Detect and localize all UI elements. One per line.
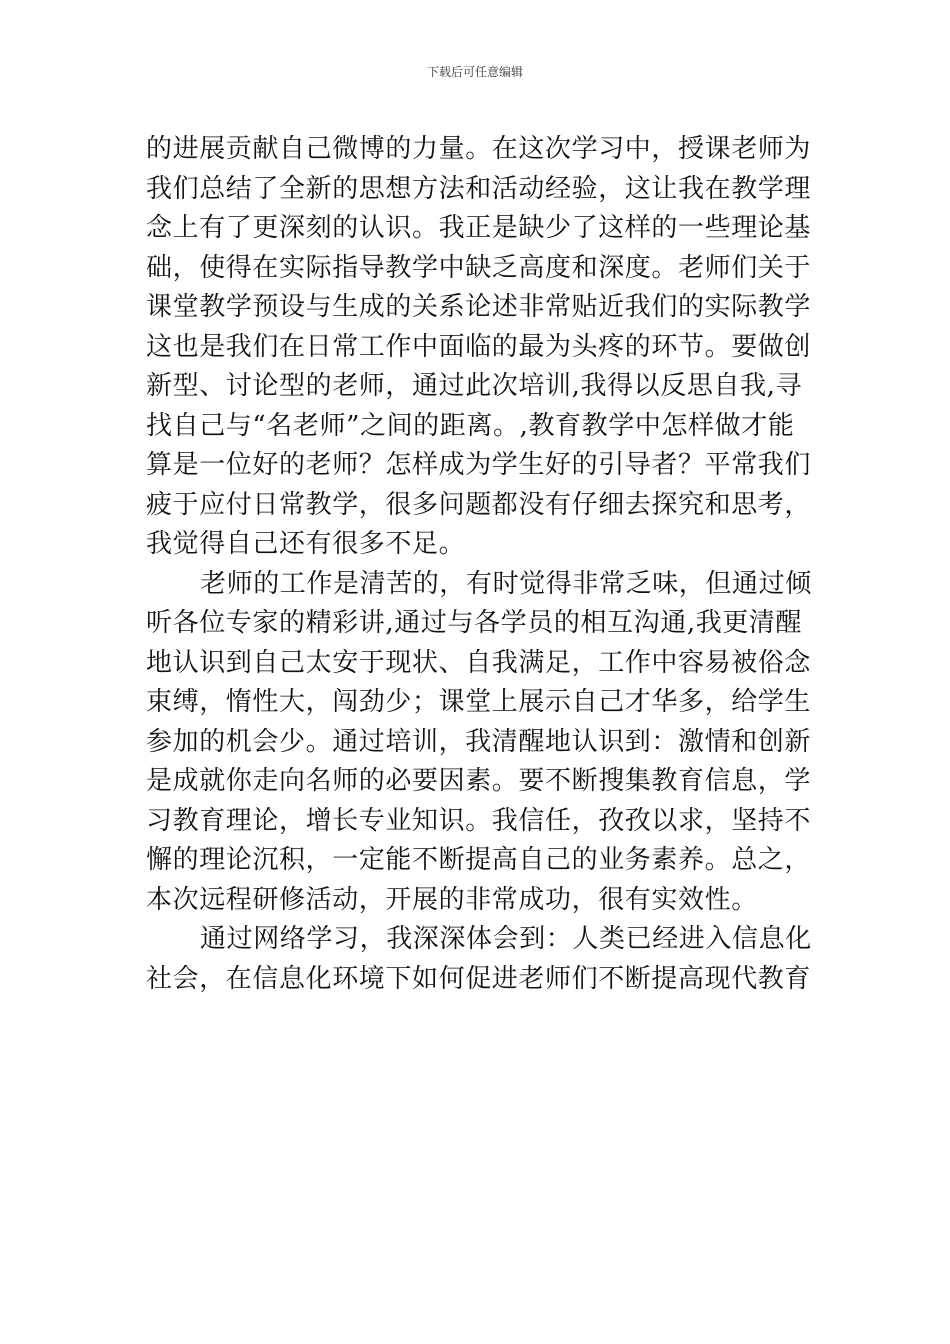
paragraph-3: [146, 920, 811, 999]
text-line: 通过网络学习，我深深体会到：人类已经进入信息化: [200, 924, 812, 954]
text-line: 老师的工作是清苦的，有时觉得非常乏味，但通过倾: [200, 568, 812, 599]
text-line: 地认识到自己太安于现状、自我满足，工作中容易被俗念: [146, 647, 812, 678]
text-line: 社会，在信息化环境下如何促进老师们不断提高现代教育: [146, 963, 812, 994]
text-line: 础，使得在实际指导教学中缺乏高度和深度。老师们关于: [146, 252, 812, 283]
text-line: 习教育理论，增长专业知识。我信任，孜孜以求，坚持不: [146, 805, 812, 836]
text-line: 束缚，惰性大，闯劲少；课堂上展示自己才华多，给学生: [146, 687, 812, 717]
text-line: 本次远程研修活动，开展的非常成功，很有实效性。: [146, 884, 758, 915]
document-body: [146, 130, 811, 999]
text-line: 听各位专家的精彩讲,通过与各学员的相互沟通,我更清醒: [146, 608, 803, 638]
paragraph-2: [146, 565, 811, 921]
page-header: 下载后可任意编辑: [426, 65, 523, 79]
text-line: 这也是我们在日常工作中面临的最为头疼的环节。要做创: [146, 331, 812, 362]
text-line: 参加的机会少。通过培训，我清醒地认识到：激情和创新: [146, 726, 812, 757]
text-line: 是成就你走向名师的必要因素。要不断搜集教育信息，学: [146, 766, 812, 796]
text-line: 的进展贡献自己微博的力量。在这次学习中，授课老师为: [146, 134, 812, 164]
text-line: 念上有了更深刻的认识。我正是缺少了这样的一些理论基: [146, 213, 812, 243]
text-line: 我觉得自己还有很多不足。: [146, 529, 466, 559]
paragraph-1: [146, 130, 811, 565]
text-line: 我们总结了全新的思想方法和活动经验，这让我在教学理: [146, 173, 812, 204]
text-line: 懈的理论沉积，一定能不断提高自己的业务素养。总之，: [146, 845, 812, 875]
text-line: 算是一位好的老师？怎样成为学生好的引导者？平常我们: [146, 450, 812, 480]
text-line: 疲于应付日常教学，很多问题都没有仔细去探究和思考，: [146, 489, 812, 520]
text-line: 新型、讨论型的老师，通过此次培训,我得以反思自我,寻: [146, 371, 803, 401]
text-line: 课堂教学预设与生成的关系论述非常贴近我们的实际教学: [146, 292, 812, 322]
text-line: 找自己与“名老师”之间的距离。,教育教学中怎样做才能: [146, 410, 795, 441]
